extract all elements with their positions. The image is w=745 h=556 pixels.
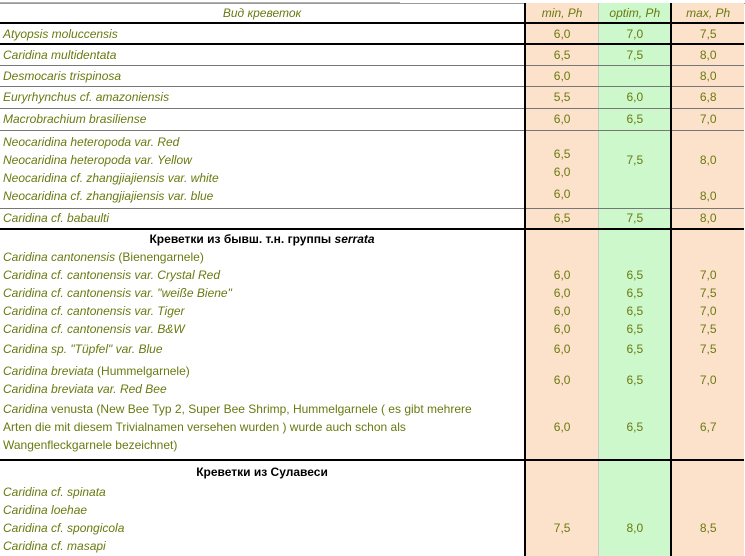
optim-cell[interactable] [599,460,672,556]
species-cell[interactable]: Euryrhynchus cf. amazoniensis [0,86,525,108]
species-line: Wangenfleckgarnele bezeichnet) [3,438,178,452]
max-cell[interactable]: 8,0 [671,44,744,65]
min-value: 6,0 [553,187,571,201]
max-value: 8,0 [699,189,717,203]
species-cell[interactable]: Macrobrachium brasiliense [0,108,525,130]
species-text: sp. "Tüpfel" var. Blue [47,342,163,356]
table-row [0,65,744,86]
species-text: cf. cantonensis var. Crystal Red [47,268,220,282]
min-value: 6,0 [553,322,571,336]
optim-value: 8,0 [626,521,644,535]
min-cell[interactable]: 5,5 [525,86,599,108]
header-max[interactable]: max, Ph [671,3,744,23]
spacer [602,169,667,187]
species-line [3,266,521,284]
species-line: Neocaridina heteropoda var. Yellow [3,153,192,167]
max-cell[interactable] [671,130,744,208]
optim-value: 6,5 [626,342,644,356]
species-line: Caridina breviata var. Red Bee [3,382,167,396]
section-title-italic: serrata [334,232,375,246]
min-value: 6,0 [553,373,571,387]
species-line: Neocaridina heteropoda var. Red [3,135,180,149]
serrata-group-cell[interactable] [0,229,525,460]
section-title-sulawesi: Креветки из Сулавеси [196,465,328,479]
max-value: 7,5 [699,322,717,336]
header-min[interactable]: min, Ph [525,3,599,23]
optim-cell[interactable] [599,130,672,208]
spacer [529,230,595,248]
section-title-text: Креветки из бывш. т.н. группы [149,232,335,246]
genus: Caridina [3,286,48,300]
min-value: 6,5 [553,147,571,161]
header-optim[interactable]: optim, Ph [599,3,672,23]
species-line: Neocaridina cf. zhangjiajiensis var. white [3,171,219,185]
max-value: 7,0 [699,373,717,387]
min-cell[interactable]: 6,0 [525,23,599,44]
table-row-serrata-group [0,229,744,460]
species-line: Caridina loehae [3,503,88,517]
max-cell[interactable] [671,460,744,556]
max-cell[interactable]: 8,0 [671,208,744,229]
species-text: cf. cantonensis var. "weiße Biene" [47,286,232,300]
genus: Caridina [3,402,48,416]
min-cell[interactable]: 6,0 [525,108,599,130]
species-line [3,400,521,418]
species-cell[interactable]: Caridina cf. babaulti [0,208,525,229]
max-value: 8,5 [699,521,717,535]
min-value: 6,0 [553,304,571,318]
min-value: 7,5 [553,521,571,535]
species-text: Caridina breviata [3,364,94,378]
min-value: 6,0 [553,286,571,300]
species-cell-group[interactable] [0,130,525,208]
species-line [3,302,521,320]
species-line [3,320,521,338]
min-cell[interactable] [525,229,599,460]
max-value: 6,7 [699,420,717,434]
optim-cell[interactable]: 6,5 [599,108,672,130]
max-value: 8,0 [699,153,717,167]
species-suffix: var. B&W [131,322,185,336]
genus: Caridina [3,268,48,282]
species-line [3,248,521,266]
min-value: 6,0 [553,420,571,434]
genus: Caridina [3,342,48,356]
header-species[interactable]: Вид креветок [0,3,525,23]
optim-value: 6,5 [626,286,644,300]
optim-cell[interactable]: 7,5 [599,44,672,65]
genus: Caridina [3,250,48,264]
spacer [675,230,741,248]
table-row [0,108,744,130]
max-value: 7,0 [699,268,717,282]
max-value: 7,5 [699,342,717,356]
species-line: Caridina cf. masapi [3,539,106,553]
max-value [675,248,741,266]
genus: Caridina [3,304,48,318]
species-text: cantonensis [47,250,116,264]
optim-value: 6,5 [626,268,644,282]
optim-cell[interactable] [599,65,672,86]
optim-value: 6,5 [626,373,644,387]
optim-value: 6,5 [626,304,644,318]
species-line [3,340,521,358]
min-value: 6,0 [553,342,571,356]
min-cell[interactable]: 6,0 [525,65,599,86]
species-text: cf. cantonensis var. Tiger [47,304,185,318]
genus: Caridina [3,322,48,336]
table-row [0,208,744,229]
species-line: Caridina cf. spongicola [3,521,125,535]
min-cell[interactable]: 6,5 [525,208,599,229]
table-row [0,23,744,44]
species-text: venusta (New Bee Typ 2, Super Bee Shrimp, Hummelgarnele ( es gibt mehrere [47,402,472,416]
optim-value: 7,5 [626,153,644,167]
optim-cell[interactable]: 7,0 [599,23,672,44]
table-row [0,86,744,108]
species-cell[interactable]: Caridina multidentata [0,44,525,65]
min-value: 6,0 [553,268,571,282]
header-row [0,3,744,23]
section-title-serrata [3,230,521,248]
max-cell[interactable] [671,229,744,460]
spacer [602,187,667,205]
species-line: Neocaridina cf. zhangjiajiensis var. blue [3,189,214,203]
table-row [0,130,744,208]
species-text: cf. cantonensis [47,322,132,336]
table-row-sulawesi-group [0,460,744,556]
max-value: 7,0 [699,304,717,318]
optim-value [602,248,667,266]
spacer [675,133,741,151]
species-suffix: (Hummelgarnele) [93,364,190,378]
max-cell[interactable]: 6,8 [671,86,744,108]
min-value [529,248,595,266]
shrimp-ph-table [0,3,744,556]
max-cell[interactable]: 8,0 [671,65,744,86]
optim-cell[interactable] [599,229,672,460]
table-row [0,44,744,65]
sulawesi-group-cell[interactable] [0,460,525,556]
spacer [675,169,741,187]
species-suffix: (Bienengarnele) [115,250,204,264]
species-line [3,284,521,302]
species-line: Caridina cf. spinata [3,485,106,499]
optim-cell[interactable]: 7,5 [599,208,672,229]
species-cell[interactable]: Atyopsis moluccensis [0,23,525,44]
min-cell[interactable] [525,130,599,208]
species-line [3,362,521,380]
max-cell[interactable]: 7,0 [671,108,744,130]
spacer [602,230,667,248]
optim-value: 6,5 [626,322,644,336]
min-cell[interactable]: 6,5 [525,44,599,65]
species-line: Arten die mit diesem Trivialnamen versehen wurden ) wurde auch schon als [3,420,406,434]
max-cell[interactable]: 7,5 [671,23,744,44]
spacer [602,133,667,151]
min-value: 6,0 [553,165,571,179]
optim-cell[interactable]: 6,0 [599,86,672,108]
species-cell[interactable]: Desmocaris trispinosa [0,65,525,86]
optim-value: 6,5 [626,420,644,434]
min-cell[interactable] [525,460,599,556]
max-value: 7,5 [699,286,717,300]
